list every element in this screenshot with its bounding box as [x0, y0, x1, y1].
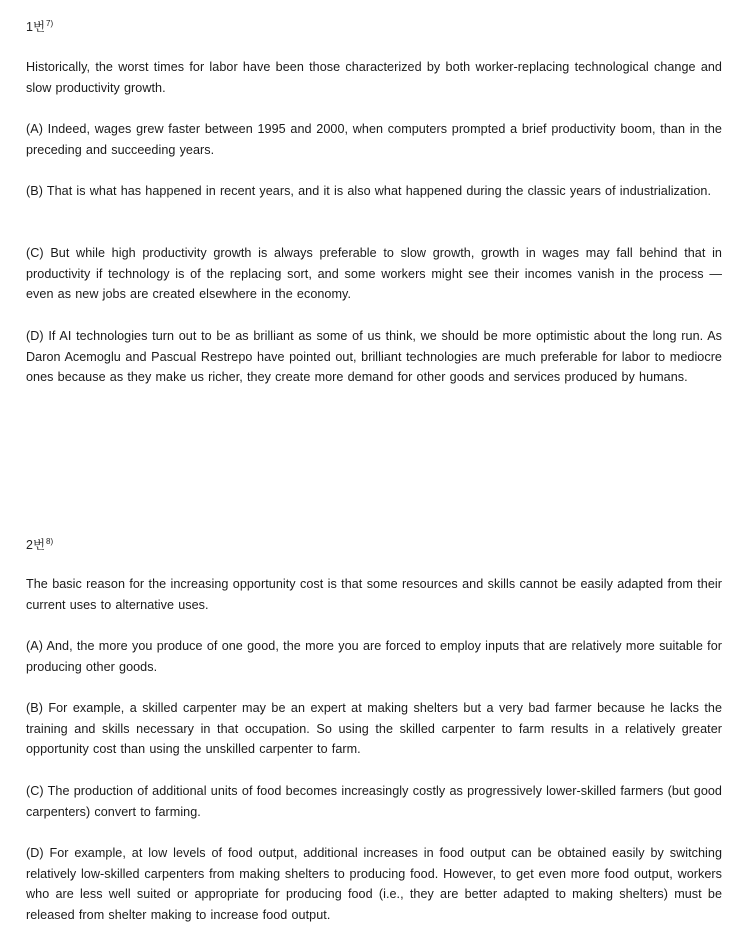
footnote-marker: 7) — [46, 19, 54, 28]
question-number-label: 2번 — [26, 538, 46, 552]
question-2-option-a: (A) And, the more you produce of one good, the more you are forced to employ inputs that are relatively more suitable for producing other goods. — [26, 639, 722, 674]
question-2-option-c: (C) The production of additional units of food becomes increasingly costly as progressively lower-skilled farmers (but good carpenters) convert to farming. — [26, 784, 722, 819]
footnote-marker: 8) — [46, 537, 54, 546]
question-2-option-b: (B) For example, a skilled carpenter may be an expert at making shelters but a very bad farmer because he lacks the training and skills necessary in that occupation. So using the skilled carpenter to farm results in a relatively greater opportunity cost than using the unskilled carpenter to farm. — [26, 701, 722, 757]
question-2-intro: The basic reason for the increasing opportunity cost is that some resources and skills cannot be easily adapted from their current uses to alternative uses. — [26, 577, 722, 612]
question-1-option-c: (C) But while high productivity growth is always preferable to slow growth, growth in wages may fall behind that in productivity if technology is of the replacing sort, and some workers might see their incomes vanish in the process — even as new jobs are created elsewhere in the economy. — [26, 246, 722, 302]
question-number-label: 1번 — [26, 20, 46, 34]
question-number-1 — [26, 17, 53, 35]
question-1-intro: Historically, the worst times for labor have been those characterized by both worker-replacing technological change and slow productivity growth. — [26, 60, 722, 95]
question-1-option-d: (D) If AI technologies turn out to be as brilliant as some of us think, we should be more optimistic about the long run. As Daron Acemoglu and Pascual Restrepo have pointed out, brilliant technologies are much preferable for labor to mediocre ones because as they make us richer, they create more demand for other goods and services produced by humans. — [26, 329, 722, 385]
question-1-option-a: (A) Indeed, wages grew faster between 1995 and 2000, when computers prompted a brief productivity boom, than in the preceding and succeeding years. — [26, 122, 722, 157]
question-1-option-b: (B) That is what has happened in recent years, and it is also what happened during the classic years of industrialization. — [26, 184, 712, 198]
question-number-2 — [26, 535, 53, 553]
question-2-option-d: (D) For example, at low levels of food output, additional increases in food output can be obtained easily by switching relatively low-skilled carpenters from making shelters to producing food. However, to get even more food output, workers who are less well suited or appropriate for producing food (i.e., they are better adapted to making shelters) must be released from shelter making to increase food output. — [26, 846, 722, 923]
